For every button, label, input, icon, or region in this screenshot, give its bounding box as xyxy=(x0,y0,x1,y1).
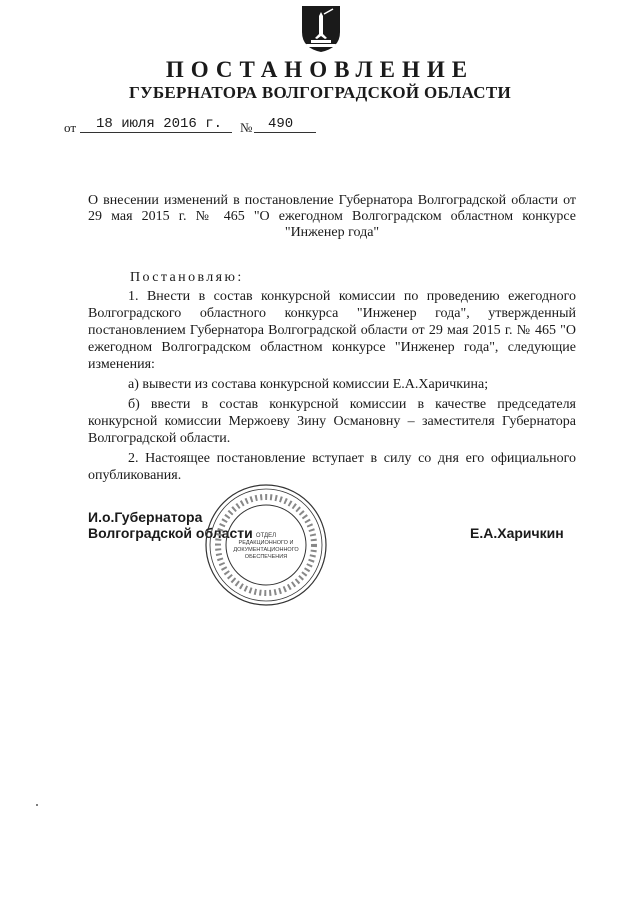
signatory-name: Е.А.Харичкин xyxy=(470,525,564,541)
document-body xyxy=(88,288,576,484)
decree-word: Постановляю: xyxy=(130,270,244,285)
official-stamp-icon xyxy=(203,482,329,608)
document-meta xyxy=(64,116,324,138)
document-subject: О внесении изменений в постановление Губернатора Волгоградской области от 29 мая 2015 г. № 465 "О ежегодном Волгоградском областном конкурсе "Инженер года" xyxy=(88,193,576,240)
date-value: 18 июля 2016 г. xyxy=(96,116,223,132)
document-issuer: ГУБЕРНАТОРА ВОЛГОГРАДСКОЙ ОБЛАСТИ xyxy=(128,83,512,102)
paragraph-2: а) вывести из состава конкурсной комиссии Е.А.Харичкина; xyxy=(128,377,489,392)
paragraph-1: 1. Внести в состав конкурсной комиссии по проведению ежегодного Волгоградского областного конкурса "Инженер года", утвержденный постановлением Губернатора Волгоградской области от 29 мая 2015 г. № 465 "О ежегодном Волгоградском областном конкурсе "Инженер года", следующие изменения: xyxy=(88,289,576,372)
stamp-line-1: ОТДЕЛ xyxy=(255,533,277,539)
paragraph-4: 2. Настоящее постановление вступает в силу со дня его официального опубликования. xyxy=(88,451,576,483)
date-label: от xyxy=(64,120,77,135)
number-value: 490 xyxy=(268,116,294,132)
scan-artifact xyxy=(36,804,38,806)
coat-of-arms-icon xyxy=(300,4,342,54)
stamp-line-3: ДОКУМЕНТАЦИОННОГО xyxy=(233,547,299,553)
paragraph-3: б) ввести в состав конкурсной комиссии в качестве председателя конкурсной комиссии Мержоеву Зину Османовну – заместителя Губернатора Волгоградской области. xyxy=(88,397,576,446)
signatory-position-line1: И.о.Губернатора xyxy=(88,509,203,525)
signatory-position-line2: Волгоградской области xyxy=(88,525,253,541)
stamp-line-2: РЕДАКЦИОННОГО И xyxy=(238,540,294,546)
document-title: ПОСТАНОВЛЕНИЕ xyxy=(165,57,475,82)
stamp-line-4: ОБЕСПЕЧЕНИЯ xyxy=(244,554,288,560)
number-label: № xyxy=(240,120,253,135)
